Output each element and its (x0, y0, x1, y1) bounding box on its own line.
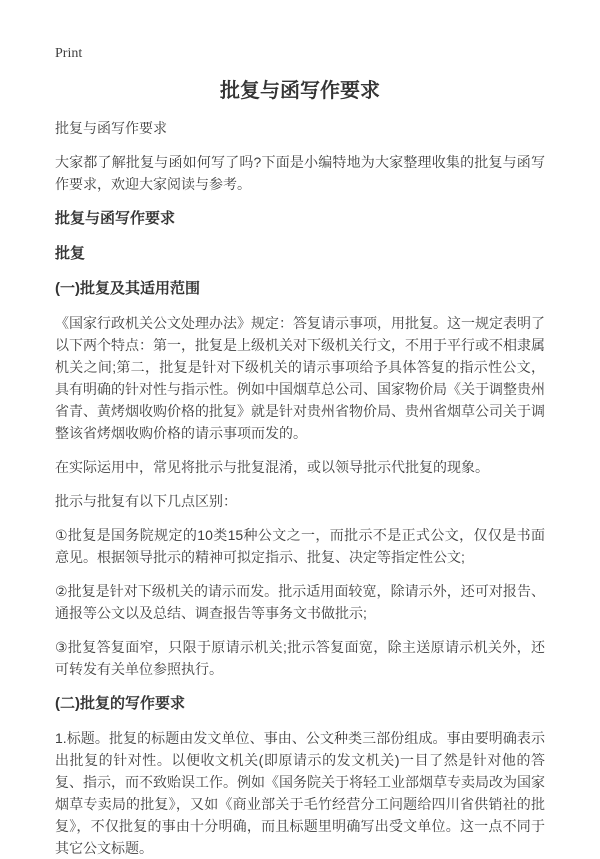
heading-pifu: 批复 (55, 245, 86, 262)
paragraph-practice: 在实际运用中，常见将批示与批复混淆，或以领导批示代批复的现象。 (55, 459, 489, 475)
paragraph-difference-3: ③批复答复面窄，只限于原请示机关;批示答复面宽，除主送原请示机关外，还可转发有关单位参照执行。 (55, 639, 545, 677)
paragraph-difference-2: ②批复是针对下级机关的请示而发。批示适用面较宽，除请示外，还可对报告、通报等公文以及总结、调查报告等事务文书做批示; (55, 583, 545, 621)
paragraph-difference-intro: 批示与批复有以下几点区别： (55, 493, 237, 509)
paragraph-difference-1: ①批复是国务院规定的10类15种公文之一，而批示不是正式公文，仅仅是书面意见。根据领导批示的精神可拟定指示、批复、决定等指定性公文; (55, 527, 545, 565)
heading-section-1: (一)批复及其适用范围 (55, 280, 200, 297)
intro-paragraph: 大家都了解批复与函如何写了吗?下面是小编特地为大家整理收集的批复与函写作要求，欢迎大家阅读与参考。 (55, 154, 545, 192)
heading-main: 批复与函写作要求 (55, 210, 176, 227)
article-subtitle: 批复与函写作要求 (55, 120, 167, 136)
page-title: 批复与函写作要求 (220, 80, 380, 102)
paragraph-scope: 《国家行政机关公文处理办法》规定：答复请示事项，用批复。这一规定表明了以下两个特点：第一，批复是上级机关对下级机关行文，不用于平行或不相隶属机关之间;第二，批复是针对下级机关的请示事项给予具体答复的指示性公文，具有明确的针对性与指示性。例如中国烟草总公司、国家物价局《关于调整贵州省青、黄烤烟收购价格的批复》就是针对贵州省物价局、贵州省烟草公司关于调整该省烤烟收购价格的请示事项而发的。 (55, 315, 545, 441)
print-button[interactable]: Print (55, 46, 83, 61)
paragraph-title-requirement: 1.标题。批复的标题由发文单位、事由、公文种类三部份组成。事由要明确表示出批复的针对性。以便收文机关(即原请示的发文机关)一目了然是针对他的答复、指示，而不致贻误工作。例如《国务院关于将轻工业部烟草专卖局改为国家烟草专卖局的批复》，又如《商业部关于毛竹经营分工问题给四川省供销社的批复》，不仅批复的事由十分明确，而且标题里明确写出受文单位。这一点不同于其它公文标题。 (55, 730, 545, 856)
heading-section-2: (二)批复的写作要求 (55, 695, 185, 712)
